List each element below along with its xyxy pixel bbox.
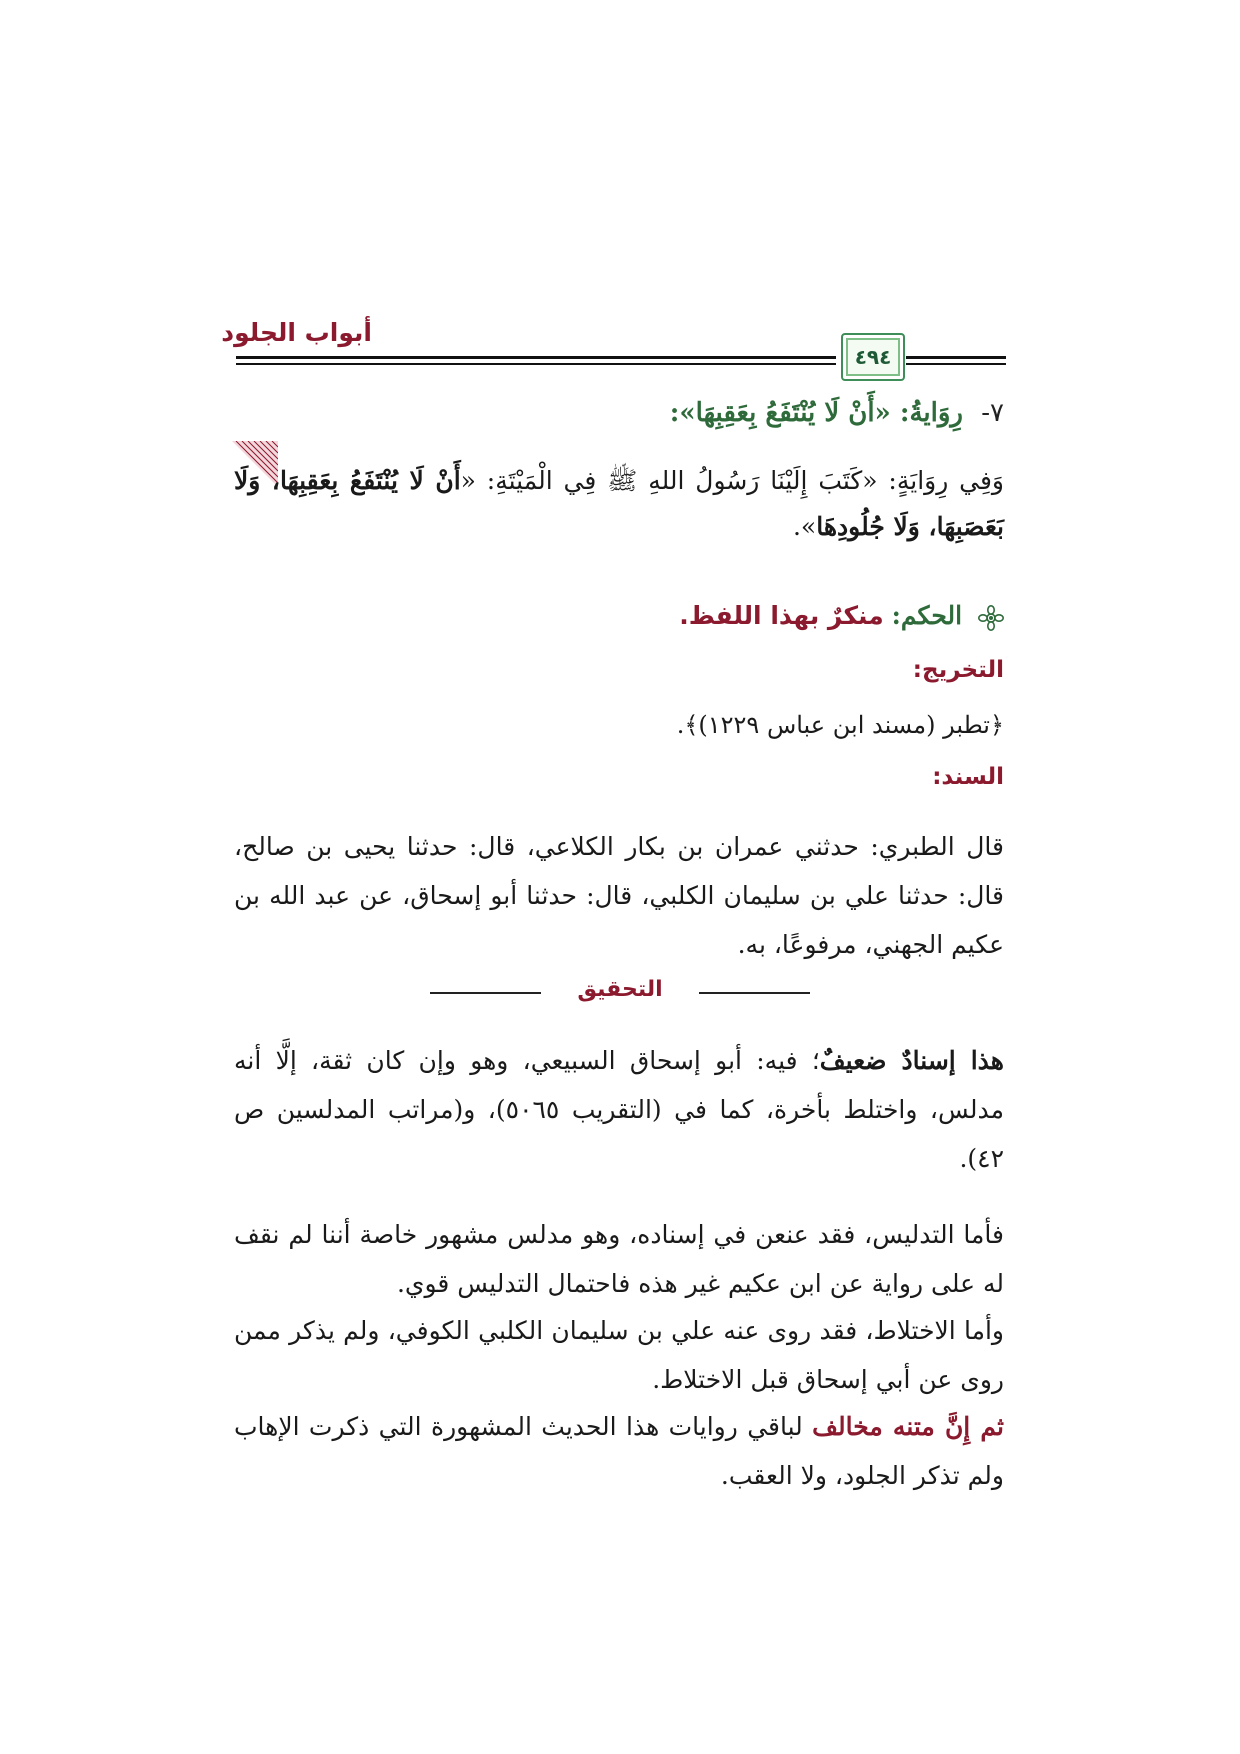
tahqiq-paragraph-1	[234, 1036, 1004, 1183]
tahqiq-p4-lead: ثم إِنَّ متنه مخالف	[812, 1412, 1004, 1441]
narration-end: ».	[792, 512, 817, 541]
tahqiq-divider	[430, 977, 810, 1007]
takhrij-label: التخريج:	[912, 657, 1004, 683]
page-number: ٤٩٤	[854, 345, 892, 369]
verdict-label: الحكم:	[891, 601, 963, 630]
header-rule-right-top	[906, 356, 1006, 359]
verdict-value: منكرٌ بهذا اللفظ.	[679, 601, 884, 630]
header-rule-bottom	[236, 363, 836, 365]
item-heading	[234, 398, 1004, 428]
item-number: ٧-	[981, 398, 1004, 428]
takhrij-text: ﴿تطبر (مسند ابن عباس ١٢٢٩)﴾.	[676, 711, 1004, 739]
tahqiq-title: التحقيق	[541, 977, 698, 1002]
tahqiq-p1-lead: هذا إسنادٌ ضعيفٌ	[819, 1046, 1004, 1075]
tahqiq-paragraph-2: فأما التدليس، فقد عنعن في إسناده، وهو مدلس مشهور خاصة أننا لم نقف له على رواية عن ابن عكيم غير هذه فاحتمال التدليس قوي.	[234, 1220, 1004, 1298]
narration-text	[234, 458, 1004, 550]
tahqiq-p4-rest: لباقي روايات هذا الحديث المشهورة التي ذكرت الإهاب ولم تذكر الجلود، ولا العقب.	[234, 1412, 1004, 1490]
sanad-label: السند:	[932, 764, 1004, 790]
narration-intro: وَفِي رِوَايَةٍ: «كَتَبَ إِلَيْنَا رَسُولُ اللهِ ﷺ فِي الْمَيْتَةِ: «	[460, 466, 1005, 495]
header-rule-right-bottom	[906, 363, 1006, 365]
verdict-row	[234, 601, 1004, 631]
running-title: أبواب الجلود	[221, 318, 372, 347]
header-rule-top	[236, 356, 836, 359]
page-number-frame	[841, 333, 905, 381]
tahqiq-p1-rest: ؛ فيه: أبو إسحاق السبيعي، وهو وإن كان ثقة، إلَّا أنه مدلس، واختلط بأخرة، كما في (التقريب ٥٠٦٥)، و(مراتب المدلسين ص ٤٢).	[234, 1046, 1004, 1173]
item-title: رِوَايةُ: «أَنْ لَا يُنْتَفَعُ بِعَقِبِهَا»:	[669, 398, 963, 428]
sanad-text: قال الطبري: حدثني عمران بن بكار الكلاعي، قال: حدثنا يحيى بن صالح، قال: حدثنا علي بن سليمان الكلبي، قال: حدثنا أبو إسحاق، عن عبد الله بن عكيم الجهني، مرفوعًا، به.	[234, 832, 1004, 959]
flower-icon	[978, 605, 1004, 631]
narration-bold: أَنْ لَا يُنْتَفَعُ بِعَقِبِهَا، وَلَا بَعَصَبِهَا، وَلَا جُلُودِهَا	[234, 466, 1004, 541]
takhrij-heading	[234, 657, 1004, 683]
sanad-heading	[234, 764, 1004, 790]
tahqiq-paragraph-3: وأما الاختلاط، فقد روى عنه علي بن سليمان الكلبي الكوفي، ولم يذكر ممن روى عن أبي إسحاق قبل الاختلاط.	[234, 1316, 1004, 1394]
tahqiq-paragraph-4	[234, 1402, 1004, 1500]
